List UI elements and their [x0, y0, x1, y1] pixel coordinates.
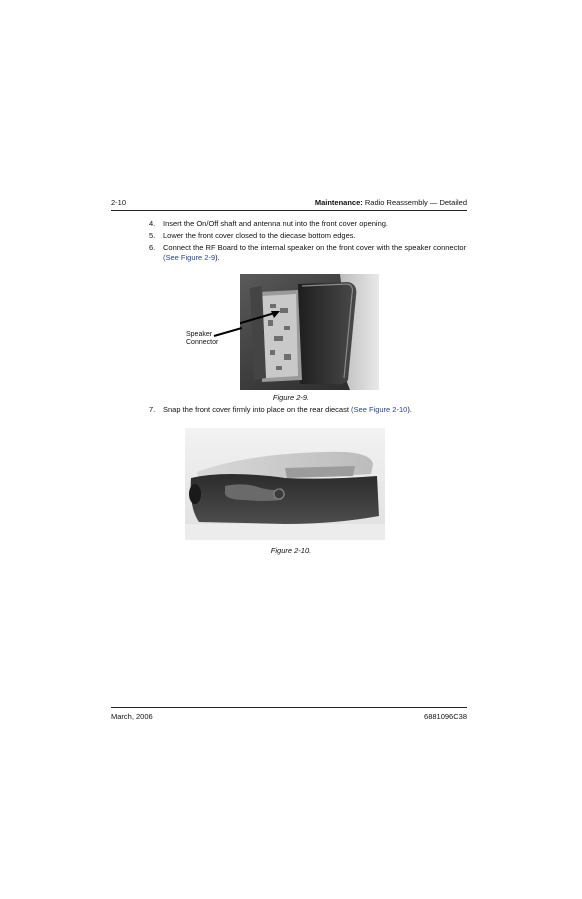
page-number: 2-10 — [111, 198, 127, 207]
step-text: Snap the front cover firmly into place on the rear diecast — [163, 405, 352, 414]
step-5 — [149, 231, 479, 241]
figure-link-2-10[interactable]: (See Figure 2-10 — [351, 405, 408, 414]
step-7: 7. Snap the front cover firmly into place on the rear diecast (See Figure 2-10). — [149, 405, 412, 414]
step-number: 6. — [149, 243, 156, 252]
section-title-rest: Radio Reassembly — Detailed — [364, 198, 467, 207]
step-text: Insert the On/Off shaft and antenna nut into the front cover opening. — [163, 219, 389, 228]
step-number: 4. — [149, 219, 156, 228]
figure-2-10-caption: Figure 2-10. — [270, 546, 312, 555]
section-title-bold: Maintenance: — [314, 198, 363, 207]
figure-2-10-photo — [185, 428, 385, 540]
step-text: Lower the front cover closed to the diecase bottom edges. — [163, 231, 356, 240]
section-title — [315, 198, 467, 207]
footer-date: March, 2006 — [111, 712, 153, 721]
step-number: 7. — [149, 405, 156, 414]
header-rule — [111, 210, 467, 211]
footer-rule — [111, 707, 467, 708]
step-number: 5. — [149, 231, 156, 240]
step-text: Connect the RF Board to the internal speaker on the front cover with the speaker connector — [163, 243, 467, 252]
figure-2-9-caption: Figure 2-9. — [272, 393, 310, 402]
step-4 — [149, 219, 479, 229]
speaker-connector-callout: Speaker Connector — [186, 331, 219, 346]
step-6: 6. Connect the RF Board to the internal speaker on the front cover with the speaker connector (See Figure 2-9). — [149, 243, 467, 262]
figure-link-2-9[interactable]: (See Figure 2-9 — [163, 253, 216, 262]
figure-2-9-photo — [240, 274, 379, 390]
footer-doc-number: 6881096C38 — [424, 712, 467, 721]
